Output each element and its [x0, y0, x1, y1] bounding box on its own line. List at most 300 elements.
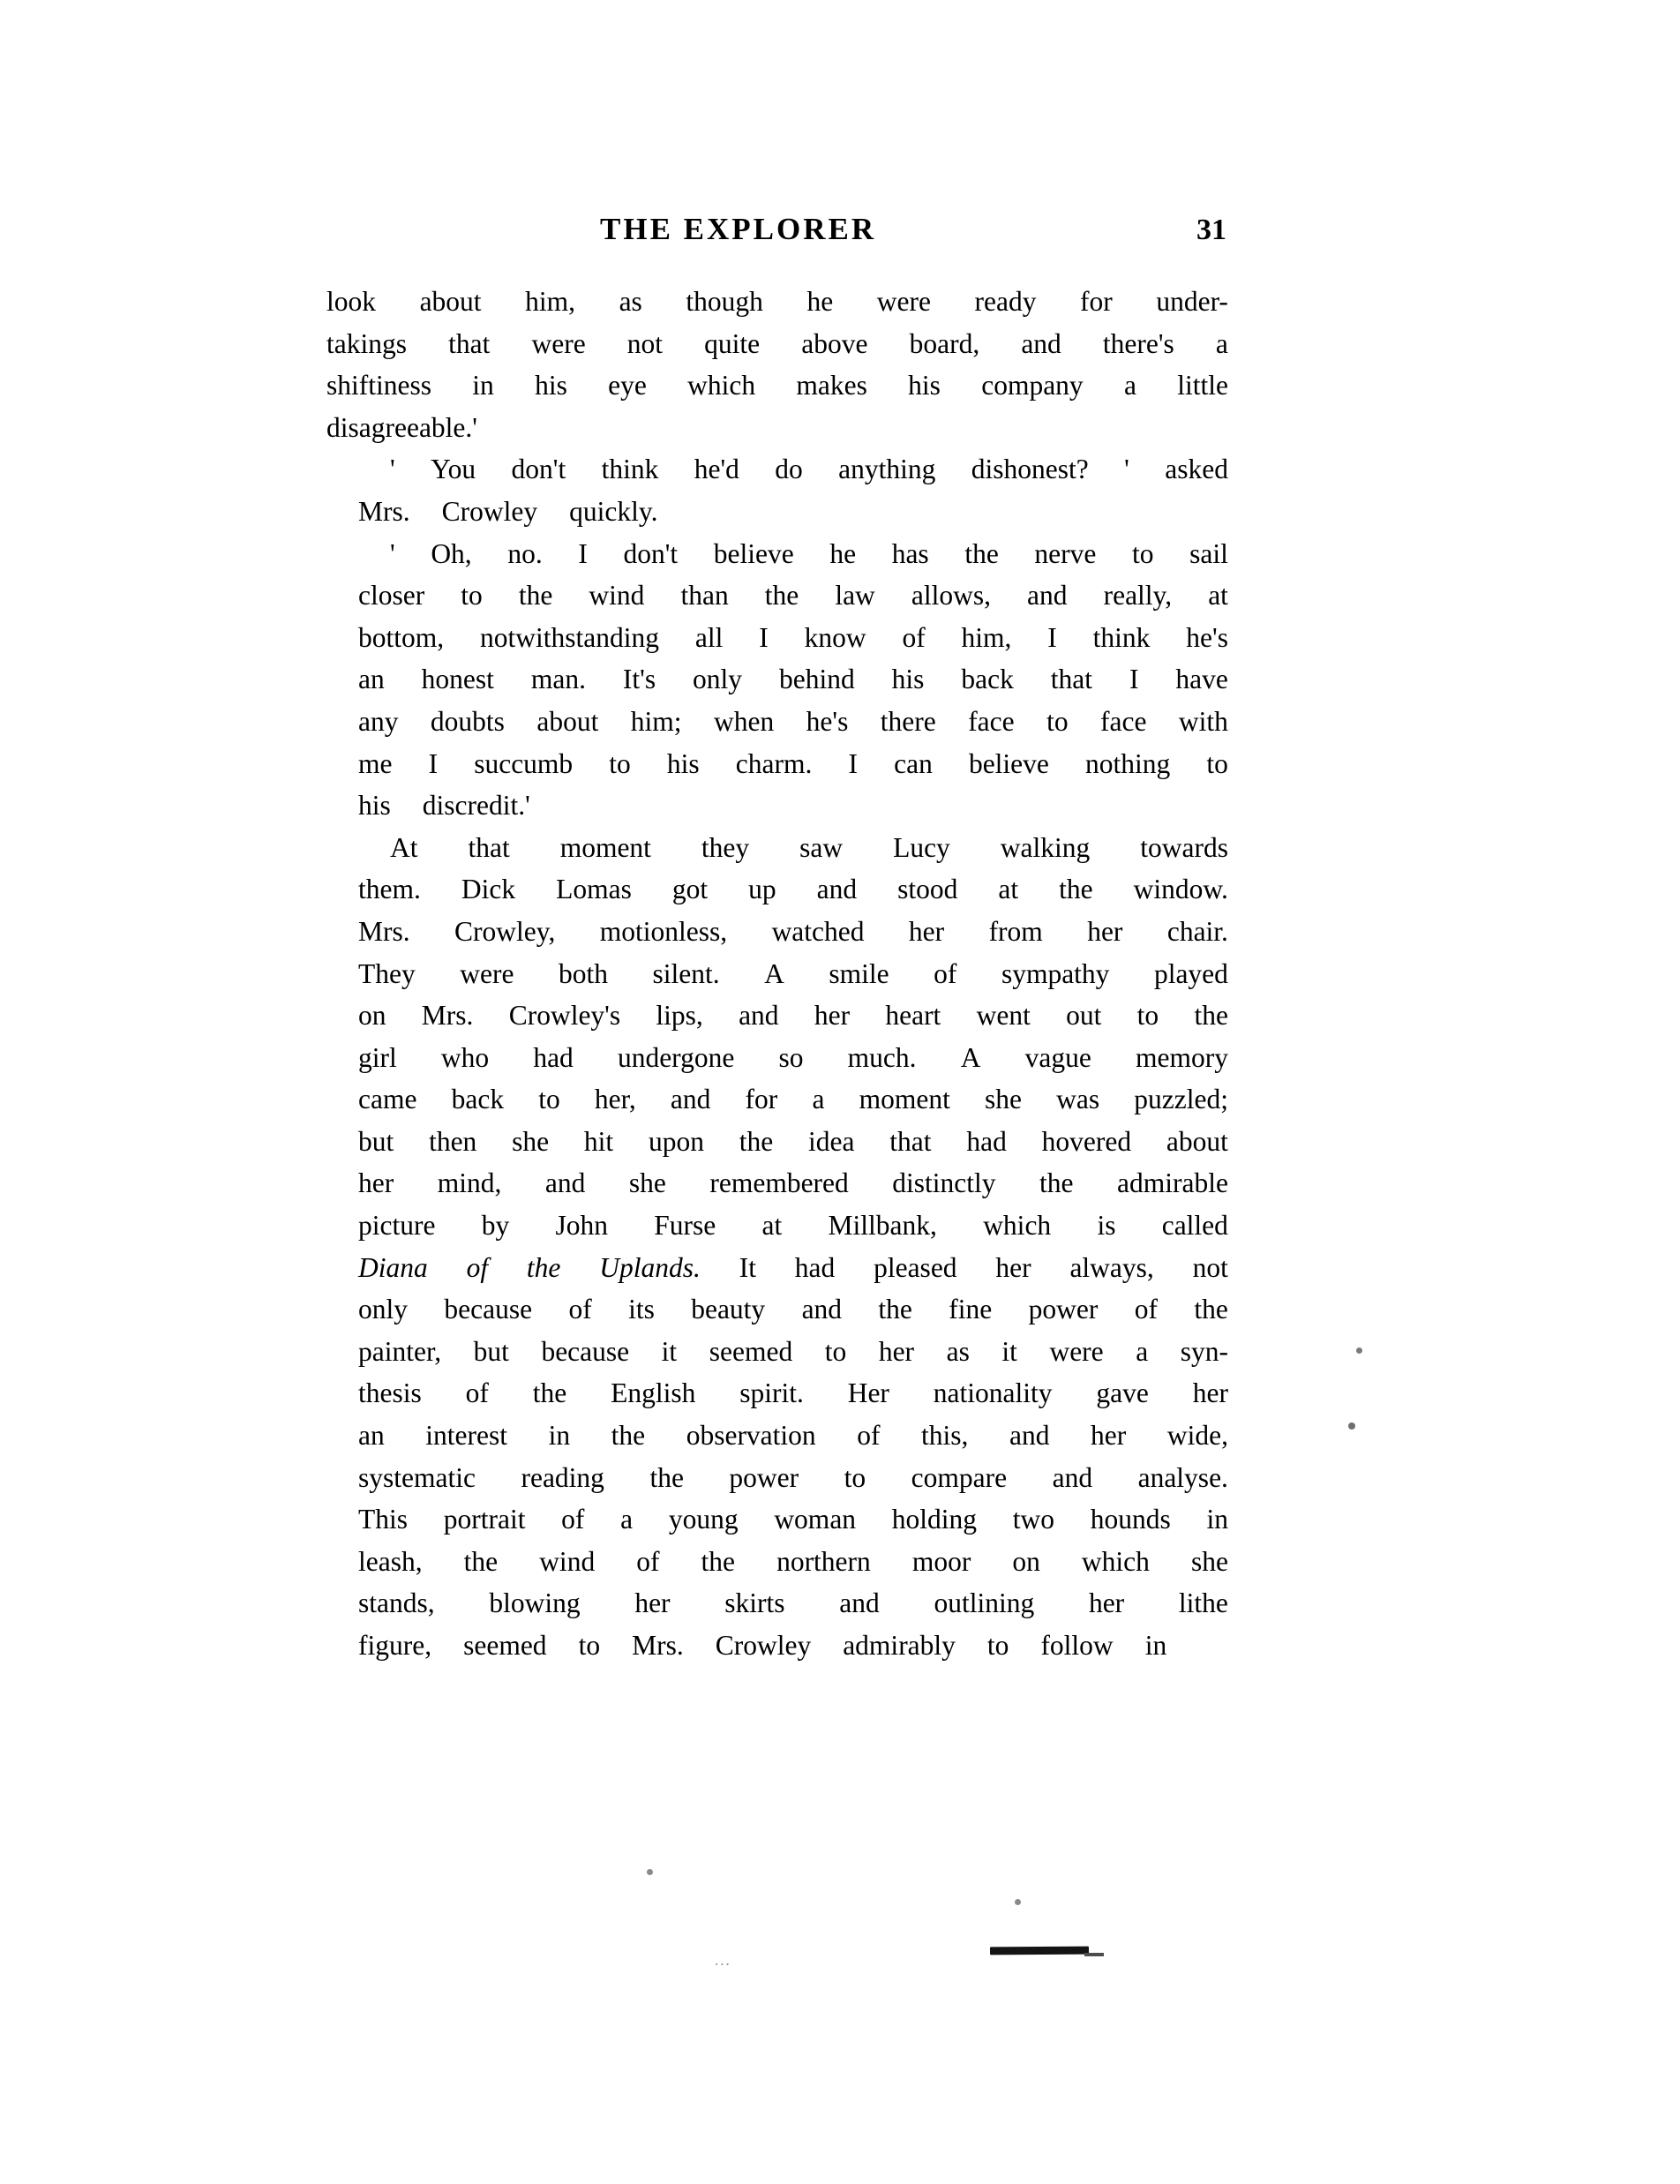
word: back: [961, 664, 1014, 695]
text-line: [326, 1457, 1228, 1499]
word: the: [1059, 874, 1093, 905]
word: makes: [796, 370, 867, 402]
word: her: [634, 1587, 671, 1619]
word: a: [1136, 1335, 1149, 1367]
word: for: [745, 1084, 778, 1115]
word: shiftiness: [326, 370, 432, 402]
word: were: [531, 327, 586, 359]
word: had: [533, 1041, 574, 1073]
word: gave: [1096, 1377, 1149, 1409]
word: of: [1134, 1294, 1158, 1325]
text-line: [326, 323, 1228, 365]
word: mind,: [437, 1167, 502, 1199]
word: the: [1194, 1000, 1228, 1032]
text-line: [326, 827, 1228, 869]
word: English: [611, 1377, 696, 1409]
paragraph-3: [326, 533, 1228, 827]
word: follow: [1040, 1630, 1114, 1661]
word: Crowley: [715, 1630, 812, 1661]
word: only: [693, 664, 743, 695]
word: quickly.: [569, 495, 658, 527]
word: them.: [358, 874, 421, 905]
word: a: [1215, 327, 1228, 359]
word: and: [739, 1000, 779, 1032]
word: disagreeable.': [326, 411, 477, 443]
word: there: [880, 705, 936, 737]
word: do: [775, 454, 803, 485]
word: lithe: [1178, 1587, 1228, 1619]
word: that: [468, 831, 510, 863]
word: a: [1123, 370, 1136, 402]
word: her: [1087, 915, 1123, 947]
word: interest: [425, 1420, 508, 1452]
word: outlining: [934, 1587, 1035, 1619]
word: to: [1046, 705, 1069, 737]
word: hovered: [1041, 1125, 1132, 1157]
word: sail: [1189, 537, 1228, 569]
word: Crowley,: [454, 915, 556, 947]
word: her: [1192, 1377, 1228, 1409]
word: picture: [358, 1210, 436, 1242]
word: asked: [1165, 454, 1228, 485]
word: admirably: [843, 1630, 956, 1661]
word: above: [801, 327, 868, 359]
page-speck-bottom-right: [1015, 1899, 1021, 1905]
word: when: [714, 705, 775, 737]
word: stood: [897, 874, 958, 905]
word: I: [428, 747, 439, 779]
word: the: [463, 1545, 499, 1577]
word: of: [857, 1420, 881, 1452]
text-line: [326, 1162, 1228, 1205]
word: the: [518, 580, 553, 612]
text-line: [326, 574, 1228, 617]
text-line: [326, 491, 1228, 533]
word: lips,: [656, 1000, 703, 1032]
word: heart: [885, 1000, 941, 1032]
word: think: [1092, 621, 1151, 653]
word: though: [686, 286, 763, 317]
word: it: [661, 1335, 678, 1367]
word: silent.: [652, 957, 720, 989]
word: than: [680, 580, 729, 612]
word: Oh,: [431, 537, 472, 569]
word: A: [764, 957, 784, 989]
word: and: [1027, 580, 1068, 612]
word: to: [1136, 1000, 1159, 1032]
text-line: [326, 1247, 1228, 1289]
text-line: [326, 1498, 1228, 1541]
word: girl: [358, 1041, 397, 1073]
word: her: [1088, 1587, 1125, 1619]
word: about: [419, 286, 482, 317]
word: out: [1066, 1000, 1102, 1032]
text-line: [326, 1415, 1228, 1457]
word: of: [465, 1377, 489, 1409]
word: who: [440, 1041, 490, 1073]
word: that: [889, 1125, 932, 1157]
word: she: [984, 1084, 1022, 1115]
word: moor: [911, 1545, 971, 1577]
text-line: [326, 1121, 1228, 1163]
word: reading: [521, 1461, 604, 1493]
word: look: [326, 286, 377, 317]
page-header: [326, 212, 1226, 254]
word: doubts: [430, 705, 505, 737]
text-line: [326, 658, 1228, 701]
word: hit: [583, 1125, 614, 1157]
text-line: [326, 743, 1228, 785]
word: only: [358, 1294, 409, 1325]
word: notwithstanding: [480, 621, 659, 653]
word: came: [358, 1084, 417, 1115]
word: of: [934, 957, 957, 989]
word: they: [701, 831, 750, 863]
text-line: [326, 1625, 1228, 1667]
word: watched: [771, 915, 865, 947]
word: ': [1124, 454, 1129, 485]
word: motionless,: [599, 915, 728, 947]
word: the: [739, 1125, 774, 1157]
word: in: [1206, 1504, 1228, 1535]
word: and: [1021, 327, 1061, 359]
word: puzzled;: [1134, 1084, 1228, 1115]
word: Mrs.: [421, 1000, 474, 1032]
page-speck-right-upper: [1356, 1347, 1362, 1354]
word: stands,: [358, 1587, 435, 1619]
word: and: [1052, 1461, 1093, 1493]
word: as: [946, 1335, 970, 1367]
word: think: [601, 454, 659, 485]
word: at: [761, 1210, 783, 1242]
text-line: [326, 1037, 1228, 1079]
word: has: [891, 537, 929, 569]
word: I: [578, 537, 588, 569]
word: his: [535, 370, 567, 402]
word: with: [1178, 705, 1228, 737]
word: had: [794, 1251, 836, 1283]
word: allows,: [911, 580, 991, 612]
word: smile: [829, 957, 889, 989]
word: ready: [974, 286, 1037, 317]
text-line: [326, 994, 1228, 1037]
word: to: [538, 1084, 560, 1115]
word: this,: [921, 1420, 969, 1452]
word: don't: [511, 454, 566, 485]
page-speck-bottom-left: [647, 1869, 653, 1875]
word: his: [908, 370, 941, 402]
word: were: [876, 286, 931, 317]
text-line: [326, 1372, 1228, 1415]
word: and: [670, 1084, 711, 1115]
word: all: [694, 621, 724, 653]
word: Diana: [358, 1251, 428, 1283]
word: power: [729, 1461, 799, 1493]
word: in: [548, 1420, 571, 1452]
word: she: [628, 1167, 666, 1199]
word: analyse.: [1137, 1461, 1228, 1493]
word: leash,: [358, 1545, 423, 1577]
word: him,: [961, 621, 1012, 653]
text-line: [326, 1541, 1228, 1583]
word: hounds: [1090, 1504, 1171, 1535]
word: dishonest?: [971, 454, 1089, 485]
word: two: [1012, 1504, 1054, 1535]
text-line: [326, 1205, 1228, 1247]
word: power: [1028, 1294, 1099, 1325]
word: compare: [911, 1461, 1008, 1493]
word: her: [814, 1000, 851, 1032]
word: remembered: [709, 1167, 849, 1199]
word: believe: [968, 747, 1049, 779]
word: and: [544, 1167, 586, 1199]
word: young: [668, 1504, 739, 1535]
page-smudge: ...: [715, 1952, 731, 1969]
word: beauty: [691, 1294, 766, 1325]
word: This: [358, 1504, 409, 1535]
word: nationality: [933, 1377, 1053, 1409]
word: syn-: [1180, 1335, 1228, 1367]
word: me: [358, 747, 393, 779]
word: anything: [838, 454, 936, 485]
word: that: [448, 327, 491, 359]
word: the: [611, 1420, 646, 1452]
word: believe: [713, 537, 794, 569]
word: he'd: [694, 454, 739, 485]
word: fine: [949, 1294, 993, 1325]
word: was: [1056, 1084, 1100, 1115]
word: back: [451, 1084, 505, 1115]
word: to: [844, 1461, 866, 1493]
word: much.: [847, 1041, 917, 1073]
word: his: [891, 664, 925, 695]
word: Millbank,: [828, 1210, 937, 1242]
word: Uplands.: [599, 1251, 701, 1283]
word: can: [894, 747, 933, 779]
word: nerve: [1034, 537, 1097, 569]
word: sympathy: [1001, 957, 1110, 989]
word: the: [701, 1545, 736, 1577]
word: her: [878, 1335, 915, 1367]
word: the: [764, 580, 799, 612]
word: quite: [704, 327, 761, 359]
word: I: [1047, 621, 1057, 653]
word: seemed: [463, 1630, 547, 1661]
word: the: [1194, 1294, 1228, 1325]
word: a: [620, 1504, 634, 1535]
word: her,: [594, 1084, 636, 1115]
word: seemed: [709, 1335, 793, 1367]
word: at: [1208, 580, 1228, 612]
word: At: [390, 831, 418, 863]
text-line: [326, 911, 1228, 953]
word: charm.: [735, 747, 813, 779]
word: called: [1161, 1210, 1228, 1242]
word: northern: [776, 1545, 871, 1577]
word: is: [1097, 1210, 1116, 1242]
word: chair.: [1166, 915, 1228, 947]
text-line: [326, 448, 1228, 491]
text-line: [326, 1288, 1228, 1331]
word: and: [1009, 1420, 1050, 1452]
word: Mrs.: [358, 495, 410, 527]
word: ': [390, 454, 395, 485]
word: little: [1177, 370, 1228, 402]
word: I: [1129, 664, 1139, 695]
word: observation: [686, 1420, 816, 1452]
word: and: [816, 874, 858, 905]
word: discredit.': [422, 790, 530, 822]
page-speck-right-lower: [1348, 1422, 1355, 1430]
word: he's: [806, 705, 849, 737]
word: but: [358, 1125, 394, 1157]
word: she: [512, 1125, 550, 1157]
word: for: [1080, 286, 1113, 317]
word: upon: [648, 1125, 704, 1157]
word: Furse: [654, 1210, 716, 1242]
word: it: [1001, 1335, 1017, 1367]
word: to: [1206, 747, 1228, 779]
word: John: [555, 1210, 609, 1242]
text-line: [326, 701, 1228, 743]
word: he: [806, 286, 834, 317]
word: which: [983, 1210, 1052, 1242]
word: which: [687, 370, 756, 402]
word: his: [358, 790, 391, 822]
word: her: [908, 915, 945, 947]
word: his: [666, 747, 700, 779]
word: in: [472, 370, 494, 402]
word: by: [481, 1210, 510, 1242]
word: played: [1153, 957, 1228, 989]
word: on: [358, 1000, 386, 1032]
paragraph-2: [326, 448, 1228, 532]
word: and: [801, 1294, 843, 1325]
word: that: [1050, 664, 1093, 695]
word: board,: [909, 327, 980, 359]
word: an: [358, 1420, 385, 1452]
word: really,: [1103, 580, 1173, 612]
word: the: [526, 1251, 561, 1283]
word: don't: [623, 537, 679, 569]
word: saw: [799, 831, 844, 863]
word: Mrs.: [358, 915, 410, 947]
text-line: [326, 364, 1228, 407]
word: ': [390, 537, 395, 569]
paragraph-4: [326, 827, 1228, 1667]
word: had: [966, 1125, 1007, 1157]
word: but: [473, 1335, 509, 1367]
word: Lucy: [893, 831, 950, 863]
word: to: [609, 747, 631, 779]
word: of: [466, 1251, 489, 1283]
text-line: [326, 1582, 1228, 1625]
word: as: [619, 286, 642, 317]
word: I: [848, 747, 858, 779]
text-line: [326, 617, 1228, 659]
word: about: [536, 705, 599, 737]
word: about: [1166, 1125, 1228, 1157]
word: from: [988, 915, 1043, 947]
word: Crowley: [441, 495, 538, 527]
word: behind: [778, 664, 855, 695]
word: the: [649, 1461, 684, 1493]
word: to: [578, 1630, 601, 1661]
word: of: [902, 621, 926, 653]
word: she: [1190, 1545, 1228, 1577]
word: portrait: [443, 1504, 526, 1535]
word: systematic: [358, 1461, 476, 1493]
word: a: [812, 1084, 825, 1115]
text-line: [326, 953, 1228, 995]
word: I: [759, 621, 769, 653]
word: towards: [1140, 831, 1228, 863]
word: no.: [507, 537, 543, 569]
text-line: [326, 533, 1228, 575]
word: got: [671, 874, 709, 905]
page-body: [326, 281, 1228, 1667]
text-line: [326, 281, 1228, 323]
word: spirit.: [739, 1377, 804, 1409]
word: walking: [1000, 831, 1091, 863]
text-line: [326, 1078, 1228, 1121]
running-title: THE EXPLORER: [600, 212, 877, 246]
word: the: [532, 1377, 567, 1409]
word: of: [561, 1504, 585, 1535]
word: Mrs.: [632, 1630, 684, 1661]
word: at: [998, 874, 1019, 905]
paragraph-1: [326, 281, 1228, 448]
word: wide,: [1166, 1420, 1228, 1452]
word: idea: [808, 1125, 855, 1157]
word: A: [960, 1041, 981, 1073]
word: face: [968, 705, 1015, 737]
word: were: [1049, 1335, 1104, 1367]
word: nothing: [1085, 747, 1171, 779]
word: It's: [622, 664, 656, 695]
word: its: [628, 1294, 655, 1325]
word: skirts: [724, 1587, 785, 1619]
word: the: [1039, 1167, 1074, 1199]
word: face: [1100, 705, 1147, 737]
word: her: [1091, 1420, 1127, 1452]
word: an: [358, 664, 385, 695]
word: of: [636, 1545, 660, 1577]
page-number: 31: [1196, 214, 1226, 246]
word: under-: [1156, 286, 1228, 317]
word: They: [358, 957, 416, 989]
word: both: [558, 957, 608, 989]
word: company: [981, 370, 1084, 402]
word: blowing: [489, 1587, 581, 1619]
word: Crowley's: [508, 1000, 621, 1032]
word: in: [1144, 1630, 1167, 1661]
word: memory: [1135, 1041, 1228, 1073]
word: he's: [1186, 621, 1228, 653]
word: have: [1175, 664, 1228, 695]
word: of: [568, 1294, 592, 1325]
word: pleased: [874, 1251, 957, 1283]
word: holding: [891, 1504, 978, 1535]
word: any: [358, 705, 399, 737]
word: moment: [559, 831, 651, 863]
word: window.: [1133, 874, 1228, 905]
bottom-rule-mark: [990, 1947, 1089, 1955]
word: he: [829, 537, 857, 569]
word: on: [1012, 1545, 1040, 1577]
word: there's: [1102, 327, 1174, 359]
word: You: [431, 454, 476, 485]
